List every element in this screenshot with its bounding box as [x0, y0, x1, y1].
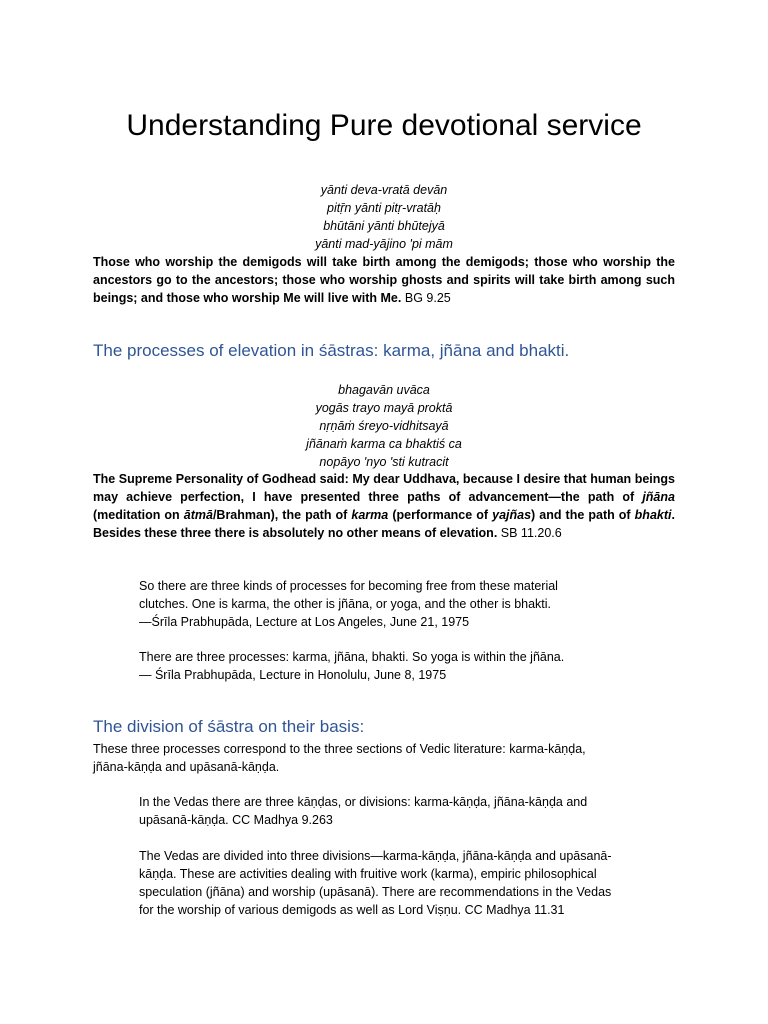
verse-translation-bg-9-25	[93, 253, 675, 307]
quote-prabhupada-los-angeles	[139, 577, 679, 631]
verse-sb-11-20-6	[0, 381, 768, 471]
paragraph-line: jñāna-kāṇḍa and upāsanā-kāṇḍa.	[93, 760, 280, 774]
verse-reference: SB 11.20.6	[500, 526, 562, 540]
quote-cc-madhya-9-263	[139, 793, 679, 829]
quote-line: clutches. One is karma, the other is jñāna, or yoga, and the other is bhakti.	[139, 597, 552, 611]
quote-prabhupada-honolulu	[139, 648, 679, 684]
page-title: Understanding Pure devotional service	[126, 109, 642, 142]
section-heading-processes: The processes of elevation in śāstras: karma, jñāna and bhakti.	[93, 341, 570, 360]
quote-line: for the worship of various demigods as well as Lord Viṣṇu. CC Madhya 11.31	[139, 903, 565, 917]
translation-text: Those who worship the demigods will take birth among the demigods; those who worship the ancestors go to the ancestors; those who worship ghosts and spirits will take birth among such beings; and those who worship Me will live with Me.	[93, 255, 675, 305]
term-jnana: jñāna	[642, 490, 675, 504]
quote-line: The Vedas are divided into three divisions—karma-kāṇḍa, jñāna-kāṇḍa and upāsanā-	[139, 849, 612, 863]
verse-reference: BG 9.25	[404, 291, 451, 305]
term-karma: karma	[351, 508, 389, 522]
section-heading-division: The division of śāstra on their basis:	[93, 717, 365, 736]
term-yajnas: yajñas	[492, 508, 532, 522]
quote-line: kāṇḍa. These are activities dealing with fruitive work (karma), empiric philosophical	[139, 867, 597, 881]
translation-text: . Besides these three there is absolutely no other means of elevation.	[93, 508, 675, 540]
quote-attribution: — Śrīla Prabhupāda, Lecture in Honolulu, June 8, 1975	[139, 668, 447, 682]
quote-line: upāsanā-kāṇḍa. CC Madhya 9.263	[139, 813, 333, 827]
translation-text: (meditation on	[93, 508, 180, 522]
quote-line: So there are three kinds of processes for becoming free from these material	[139, 579, 558, 593]
verse-line: yānti mad-yājino 'pi mām	[315, 237, 453, 251]
verse-line: bhagavān uvāca	[338, 383, 430, 397]
quote-line: In the Vedas there are three kāṇḍas, or divisions: karma-kāṇḍa, jñāna-kāṇḍa and	[139, 795, 588, 809]
verse-line: yānti deva-vratā devān	[320, 183, 448, 197]
term-bhakti: bhakti	[634, 508, 672, 522]
verse-translation-sb-11-20-6	[93, 470, 675, 542]
translation-text: The Supreme Personality of Godhead said: My dear Uddhava, because I desire that human beings may achieve perfection, I have presented three paths of advancement—the path of	[93, 472, 675, 504]
verse-line: nopāyo 'nyo 'sti kutracit	[319, 455, 449, 469]
verse-line: nṛṇāṁ śreyo-vidhitsayā	[319, 419, 449, 433]
quote-line: There are three processes: karma, jñāna, bhakti. So yoga is within the jñāna.	[139, 650, 565, 664]
paragraph-three-sections	[93, 740, 675, 776]
translation-text: /Brahman), the path of	[212, 508, 348, 522]
paragraph-line: These three processes correspond to the three sections of Vedic literature: karma-kāṇḍa,	[93, 742, 586, 756]
verse-line: jñānaṁ karma ca bhaktiś ca	[306, 437, 462, 451]
quote-line: speculation (jñāna) and worship (upāsanā). There are recommendations in the Vedas	[139, 885, 612, 899]
verse-line: bhūtāni yānti bhūtejyā	[323, 219, 445, 233]
translation-text: (performance of	[392, 508, 489, 522]
verse-line: yogās trayo mayā proktā	[315, 401, 453, 415]
verse-line: pitṝn yānti pitṛ-vratāḥ	[327, 201, 441, 215]
quote-cc-madhya-11-31	[139, 847, 679, 919]
quote-attribution: —Śrīla Prabhupāda, Lecture at Los Angeles, June 21, 1975	[139, 615, 470, 629]
verse-bg-9-25	[0, 181, 768, 253]
translation-text: ) and the path of	[531, 508, 631, 522]
term-atma: ātmā	[183, 508, 213, 522]
